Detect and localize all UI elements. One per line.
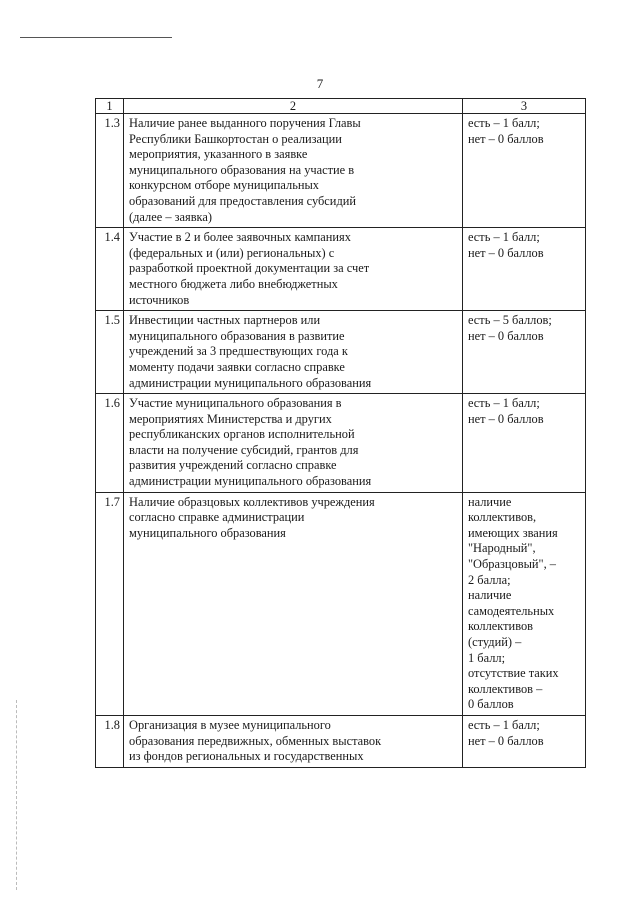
criteria-table bbox=[95, 98, 586, 768]
score-line: "Образцовый", – bbox=[468, 557, 556, 572]
score-line: наличие bbox=[468, 494, 512, 509]
description-line: администрации муниципального образования bbox=[129, 474, 372, 489]
description-line: Наличие образцовых коллективов учреждения bbox=[129, 494, 375, 509]
table-row bbox=[96, 114, 586, 228]
criterion-number: 1.3 bbox=[96, 114, 124, 228]
score-line: нет – 0 баллов bbox=[468, 411, 544, 426]
score-line: нет – 0 баллов bbox=[468, 733, 544, 748]
criterion-score bbox=[463, 114, 586, 228]
score-line: коллективов bbox=[468, 619, 534, 634]
score-line: нет – 0 баллов bbox=[468, 328, 544, 343]
page-number: 7 bbox=[316, 76, 324, 91]
score-line: есть – 5 баллов; bbox=[468, 313, 552, 328]
description-line: администрации муниципального образования bbox=[129, 375, 372, 390]
description-line: моменту подачи заявки согласно справке bbox=[129, 359, 345, 374]
score-line: есть – 1 балл; bbox=[468, 230, 540, 245]
score-line: коллективов, bbox=[468, 510, 537, 525]
score-line: отсутствие таких bbox=[468, 666, 559, 681]
criterion-description bbox=[124, 715, 463, 767]
table-row bbox=[96, 715, 586, 767]
criterion-score bbox=[463, 228, 586, 311]
scan-artifact-line bbox=[20, 37, 172, 38]
description-line: развития учреждений согласно справке bbox=[129, 458, 337, 473]
description-line: согласно справке администрации bbox=[129, 510, 305, 525]
score-line: 1 балл; bbox=[468, 650, 506, 665]
criterion-description bbox=[124, 114, 463, 228]
description-line: (далее – заявка) bbox=[129, 209, 213, 224]
description-line: Наличие ранее выданного поручения Главы bbox=[129, 116, 361, 130]
score-line: 2 балла; bbox=[468, 572, 511, 587]
criterion-score bbox=[463, 715, 586, 767]
description-line: учреждений за 3 предшествующих года к bbox=[129, 344, 348, 359]
score-line: самодеятельных bbox=[468, 603, 555, 618]
criterion-number: 1.6 bbox=[96, 394, 124, 493]
criterion-number: 1.7 bbox=[96, 492, 124, 715]
description-line: Инвестиции частных партнеров или bbox=[129, 313, 321, 328]
table-row bbox=[96, 394, 586, 493]
criterion-number: 1.8 bbox=[96, 715, 124, 767]
description-line: Республики Башкортостан о реализации bbox=[129, 131, 342, 146]
description-line: муниципального образования на участие в bbox=[129, 162, 355, 177]
description-line: мероприятиях Министерства и других bbox=[129, 411, 332, 426]
score-line: есть – 1 балл; bbox=[468, 717, 540, 732]
criterion-description bbox=[124, 228, 463, 311]
description-line: конкурсном отборе муниципальных bbox=[129, 178, 320, 193]
column-header: 3 bbox=[463, 99, 586, 114]
description-line: муниципального образования bbox=[129, 525, 286, 540]
criterion-number: 1.4 bbox=[96, 228, 124, 311]
description-line: источников bbox=[129, 292, 190, 307]
score-line: имеющих звания bbox=[468, 525, 558, 540]
criterion-number: 1.5 bbox=[96, 311, 124, 394]
criterion-score bbox=[463, 394, 586, 493]
description-line: разработкой проектной документации за счет bbox=[129, 261, 370, 276]
column-header: 1 bbox=[96, 99, 124, 114]
score-line: есть – 1 балл; bbox=[468, 116, 540, 130]
description-line: Участие муниципального образования в bbox=[129, 396, 342, 411]
description-line: образования передвижных, обменных выставок bbox=[129, 733, 382, 748]
score-line: нет – 0 баллов bbox=[468, 245, 544, 260]
description-line: Участие в 2 и более заявочных кампаниях bbox=[129, 230, 351, 245]
score-line: наличие bbox=[468, 588, 512, 603]
description-line: образований для предоставления субсидий bbox=[129, 193, 357, 208]
table-row bbox=[96, 228, 586, 311]
scan-artifact-margin bbox=[16, 700, 17, 890]
score-line: "Народный", bbox=[468, 541, 536, 556]
score-line: коллективов – bbox=[468, 681, 543, 696]
criterion-description bbox=[124, 394, 463, 493]
criterion-score bbox=[463, 311, 586, 394]
criterion-description bbox=[124, 311, 463, 394]
criterion-description bbox=[124, 492, 463, 715]
description-line: Организация в музее муниципального bbox=[129, 717, 331, 732]
description-line: муниципального образования в развитие bbox=[129, 328, 345, 343]
table-row bbox=[96, 492, 586, 715]
header-row bbox=[96, 99, 586, 114]
score-line: (студий) – bbox=[468, 635, 522, 649]
description-line: местного бюджета либо внебюджетных bbox=[129, 276, 338, 291]
column-header: 2 bbox=[124, 99, 463, 114]
description-line: республиканских органов исполнительной bbox=[129, 427, 355, 442]
criterion-score bbox=[463, 492, 586, 715]
score-line: 0 баллов bbox=[468, 697, 514, 712]
description-line: власти на получение субсидий, грантов для bbox=[129, 442, 359, 457]
score-line: нет – 0 баллов bbox=[468, 131, 544, 146]
description-line: из фондов региональных и государственных bbox=[129, 749, 364, 764]
description-line: (федеральных и (или) региональных) с bbox=[129, 245, 335, 260]
score-line: есть – 1 балл; bbox=[468, 396, 540, 411]
description-line: мероприятия, указанного в заявке bbox=[129, 147, 308, 162]
table-row bbox=[96, 311, 586, 394]
